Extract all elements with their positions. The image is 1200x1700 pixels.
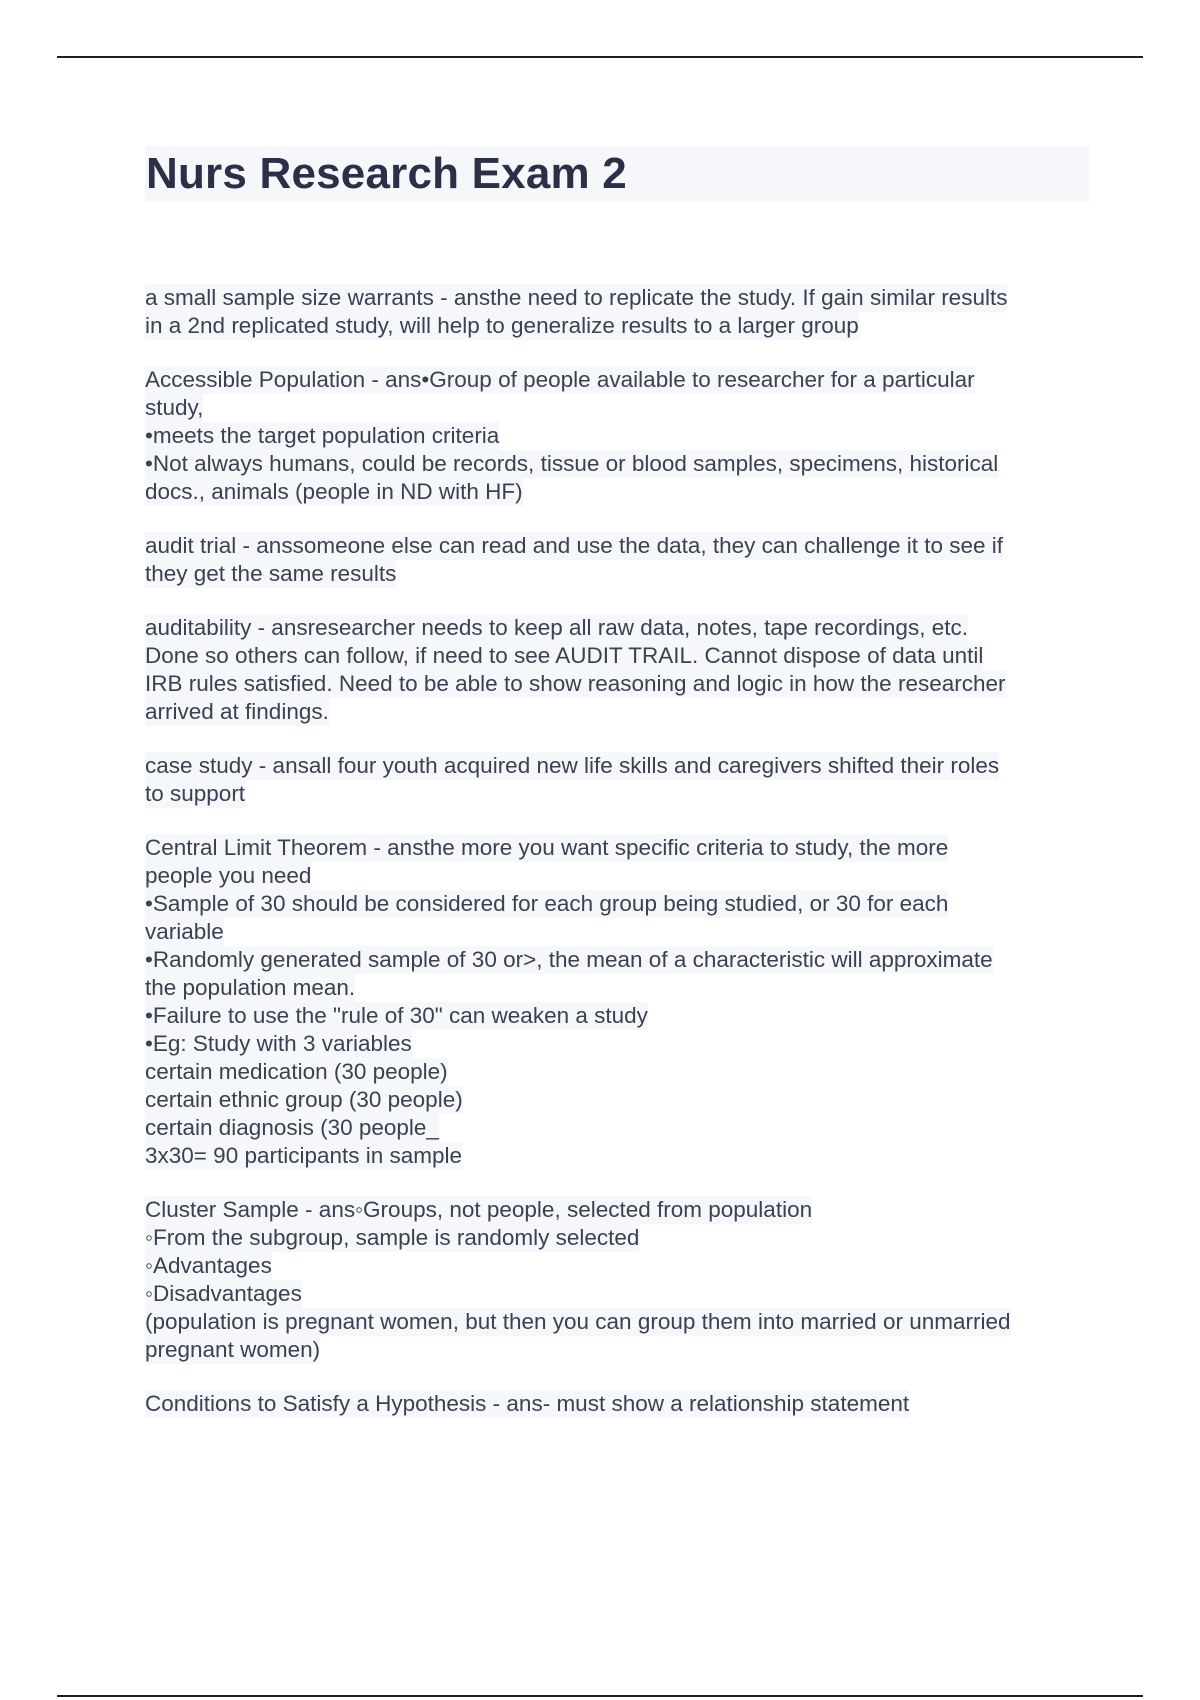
entry-line-row [145, 284, 1095, 312]
entry-line: case study - ansall four youth acquired new life skills and caregivers shifted their roles [145, 753, 1000, 778]
entry-line-row [145, 918, 1095, 946]
entry-line-row [145, 450, 1095, 478]
entry-line-row [145, 560, 1095, 588]
entry-line-row [145, 614, 1095, 642]
entry-line-row [145, 532, 1095, 560]
entry-line-row [145, 1280, 1095, 1308]
page-bottom-rule [57, 1695, 1143, 1697]
entry-line-row [145, 1308, 1095, 1336]
entry-line: ◦Advantages [145, 1253, 272, 1278]
entry-line: •Randomly generated sample of 30 or>, the mean of a characteristic will approximate [145, 947, 993, 972]
entry-line: Done so others can follow, if need to see AUDIT TRAIL. Cannot dispose of data until [145, 643, 984, 668]
entry-line-row [145, 1196, 1095, 1224]
entry-line-row [145, 698, 1095, 726]
entry-line-row [145, 780, 1095, 808]
entry-line-row [145, 312, 1095, 340]
entry-line: (population is pregnant women, but then you can group them into married or unmarried [145, 1309, 1011, 1334]
entry-line: to support [145, 781, 246, 806]
entry-line: certain ethnic group (30 people) [145, 1087, 463, 1112]
entry-line: people you need [145, 863, 312, 888]
entry-line: arrived at findings. [145, 699, 329, 724]
flashcard-entry [145, 752, 1095, 808]
entry-line: they get the same results [145, 561, 397, 586]
entry-line: certain diagnosis (30 people_ [145, 1115, 439, 1140]
entry-line: Central Limit Theorem - ansthe more you want specific criteria to study, the more [145, 835, 949, 860]
entry-line-row [145, 1030, 1095, 1058]
entry-line-row [145, 422, 1095, 450]
entry-line: the population mean. [145, 975, 356, 1000]
entry-line: certain medication (30 people) [145, 1059, 448, 1084]
entry-line: ◦Disadvantages [145, 1281, 302, 1306]
entry-line-row [145, 1002, 1095, 1030]
flashcard-list [145, 284, 1095, 1444]
flashcard-entry [145, 532, 1095, 588]
entry-line: variable [145, 919, 224, 944]
entry-line: •meets the target population criteria [145, 423, 500, 448]
flashcard-entry [145, 366, 1095, 506]
entry-line: auditability - ansresearcher needs to keep all raw data, notes, tape recordings, etc. [145, 615, 968, 640]
entry-line-row [145, 366, 1095, 394]
entry-line-row [145, 478, 1095, 506]
entry-line: audit trial - anssomeone else can read and use the data, they can challenge it to see if [145, 533, 1004, 558]
flashcard-entry [145, 284, 1095, 340]
entry-line: •Not always humans, could be records, tissue or blood samples, specimens, historical [145, 451, 999, 476]
flashcard-entry [145, 1390, 1095, 1418]
entry-line: Conditions to Satisfy a Hypothesis - ans- must show a relationship statement [145, 1391, 910, 1416]
entry-line: ◦From the subgroup, sample is randomly selected [145, 1225, 640, 1250]
entry-line-row [145, 1336, 1095, 1364]
entry-line: Accessible Population - ans•Group of people available to researcher for a particular [145, 367, 975, 392]
entry-line-row [145, 890, 1095, 918]
entry-line: a small sample size warrants - ansthe need to replicate the study. If gain similar results [145, 285, 1008, 310]
entry-line: study, [145, 395, 204, 420]
entry-line: docs., animals (people in ND with HF) [145, 479, 523, 504]
entry-line-row [145, 752, 1095, 780]
entry-line: IRB rules satisfied. Need to be able to show reasoning and logic in how the researcher [145, 671, 1006, 696]
entry-line-row [145, 862, 1095, 890]
entry-line-row [145, 834, 1095, 862]
flashcard-entry [145, 834, 1095, 1170]
entry-line-row [145, 1390, 1095, 1418]
flashcard-entry [145, 614, 1095, 726]
entry-line-row [145, 1224, 1095, 1252]
entry-line: pregnant women) [145, 1337, 321, 1362]
entry-line: Cluster Sample - ans◦Groups, not people, selected from population [145, 1197, 813, 1222]
entry-line: 3x30= 90 participants in sample [145, 1143, 463, 1168]
page-title: Nurs Research Exam 2 [146, 149, 627, 198]
entry-line-row [145, 974, 1095, 1002]
entry-line-row [145, 1252, 1095, 1280]
entry-line: •Failure to use the "rule of 30" can weaken a study [145, 1003, 648, 1028]
entry-line-row [145, 394, 1095, 422]
entry-line-row [145, 1086, 1095, 1114]
entry-line-row [145, 946, 1095, 974]
entry-line-row [145, 1142, 1095, 1170]
entry-line-row [145, 1058, 1095, 1086]
entry-line: •Sample of 30 should be considered for each group being studied, or 30 for each [145, 891, 949, 916]
entry-line: •Eg: Study with 3 variables [145, 1031, 412, 1056]
entry-line-row [145, 670, 1095, 698]
entry-line-row [145, 642, 1095, 670]
flashcard-entry [145, 1196, 1095, 1364]
page-top-rule [57, 56, 1143, 58]
entry-line-row [145, 1114, 1095, 1142]
entry-line: in a 2nd replicated study, will help to generalize results to a larger group [145, 313, 859, 338]
